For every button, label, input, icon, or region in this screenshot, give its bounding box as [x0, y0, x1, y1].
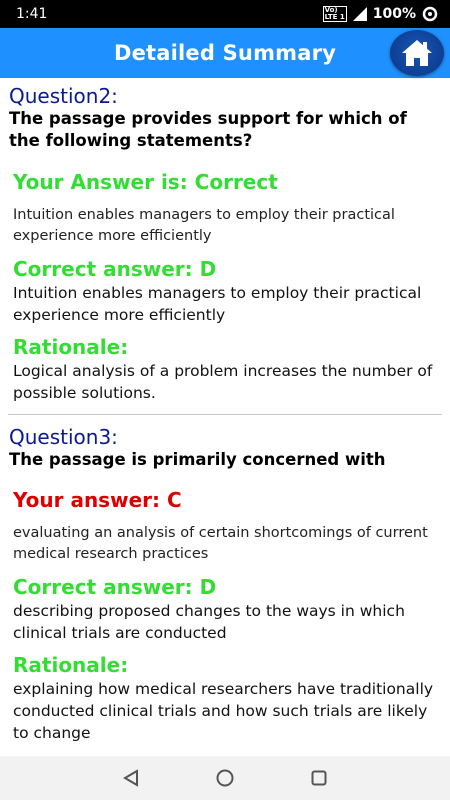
signal-icon — [353, 7, 367, 21]
home-button[interactable] — [390, 30, 444, 76]
your-answer-text: evaluating an analysis of certain shortcomings of current medical research practices — [13, 525, 428, 562]
recents-button[interactable] — [307, 766, 331, 790]
data-saver-icon — [422, 6, 438, 22]
rationale-label: Rationale: — [13, 653, 129, 677]
status-time: 1:41 — [16, 6, 48, 22]
result-label: Your Answer is: Correct — [13, 170, 278, 194]
rationale-label: Rationale: — [13, 335, 129, 359]
question-block — [8, 78, 442, 404]
rationale-text: Logical analysis of a problem increases the number of possible solutions. — [13, 362, 433, 402]
correct-answer-text: describing proposed changes to the ways in which clinical trials are conducted — [13, 602, 405, 642]
volte-icon: Vo) LTE 1 — [324, 6, 345, 21]
home-nav-button[interactable] — [213, 766, 237, 790]
system-nav-bar — [0, 756, 450, 800]
app-bar — [0, 28, 450, 78]
circle-icon — [215, 768, 235, 788]
back-icon — [122, 769, 140, 787]
question-heading: Question3: — [9, 425, 118, 449]
summary-content[interactable] — [0, 78, 450, 756]
your-answer-text: Intuition enables managers to employ their practical experience more efficiently — [13, 207, 395, 244]
battery-percent: 100% — [372, 6, 416, 22]
rationale-text: explaining how medical researchers have traditionally conducted clinical trials and how such trials are likely to change — [13, 680, 434, 742]
result-label: Your answer: C — [13, 488, 182, 512]
divider — [8, 414, 442, 415]
question-block — [8, 425, 442, 744]
square-icon — [310, 769, 328, 787]
page-title: Detailed Summary — [113, 41, 337, 65]
status-icons — [323, 6, 438, 22]
correct-answer-label: Correct answer: D — [13, 575, 217, 599]
status-bar — [0, 0, 450, 28]
question-text: The passage is primarily concerned with — [9, 450, 386, 469]
correct-answer-label: Correct answer: D — [13, 257, 217, 281]
question-heading: Question2: — [9, 84, 118, 108]
question-text: The passage provides support for which of the following statements? — [9, 109, 407, 150]
home-icon — [400, 38, 434, 68]
correct-answer-text: Intuition enables managers to employ their practical experience more efficiently — [13, 284, 422, 324]
back-button[interactable] — [119, 766, 143, 790]
